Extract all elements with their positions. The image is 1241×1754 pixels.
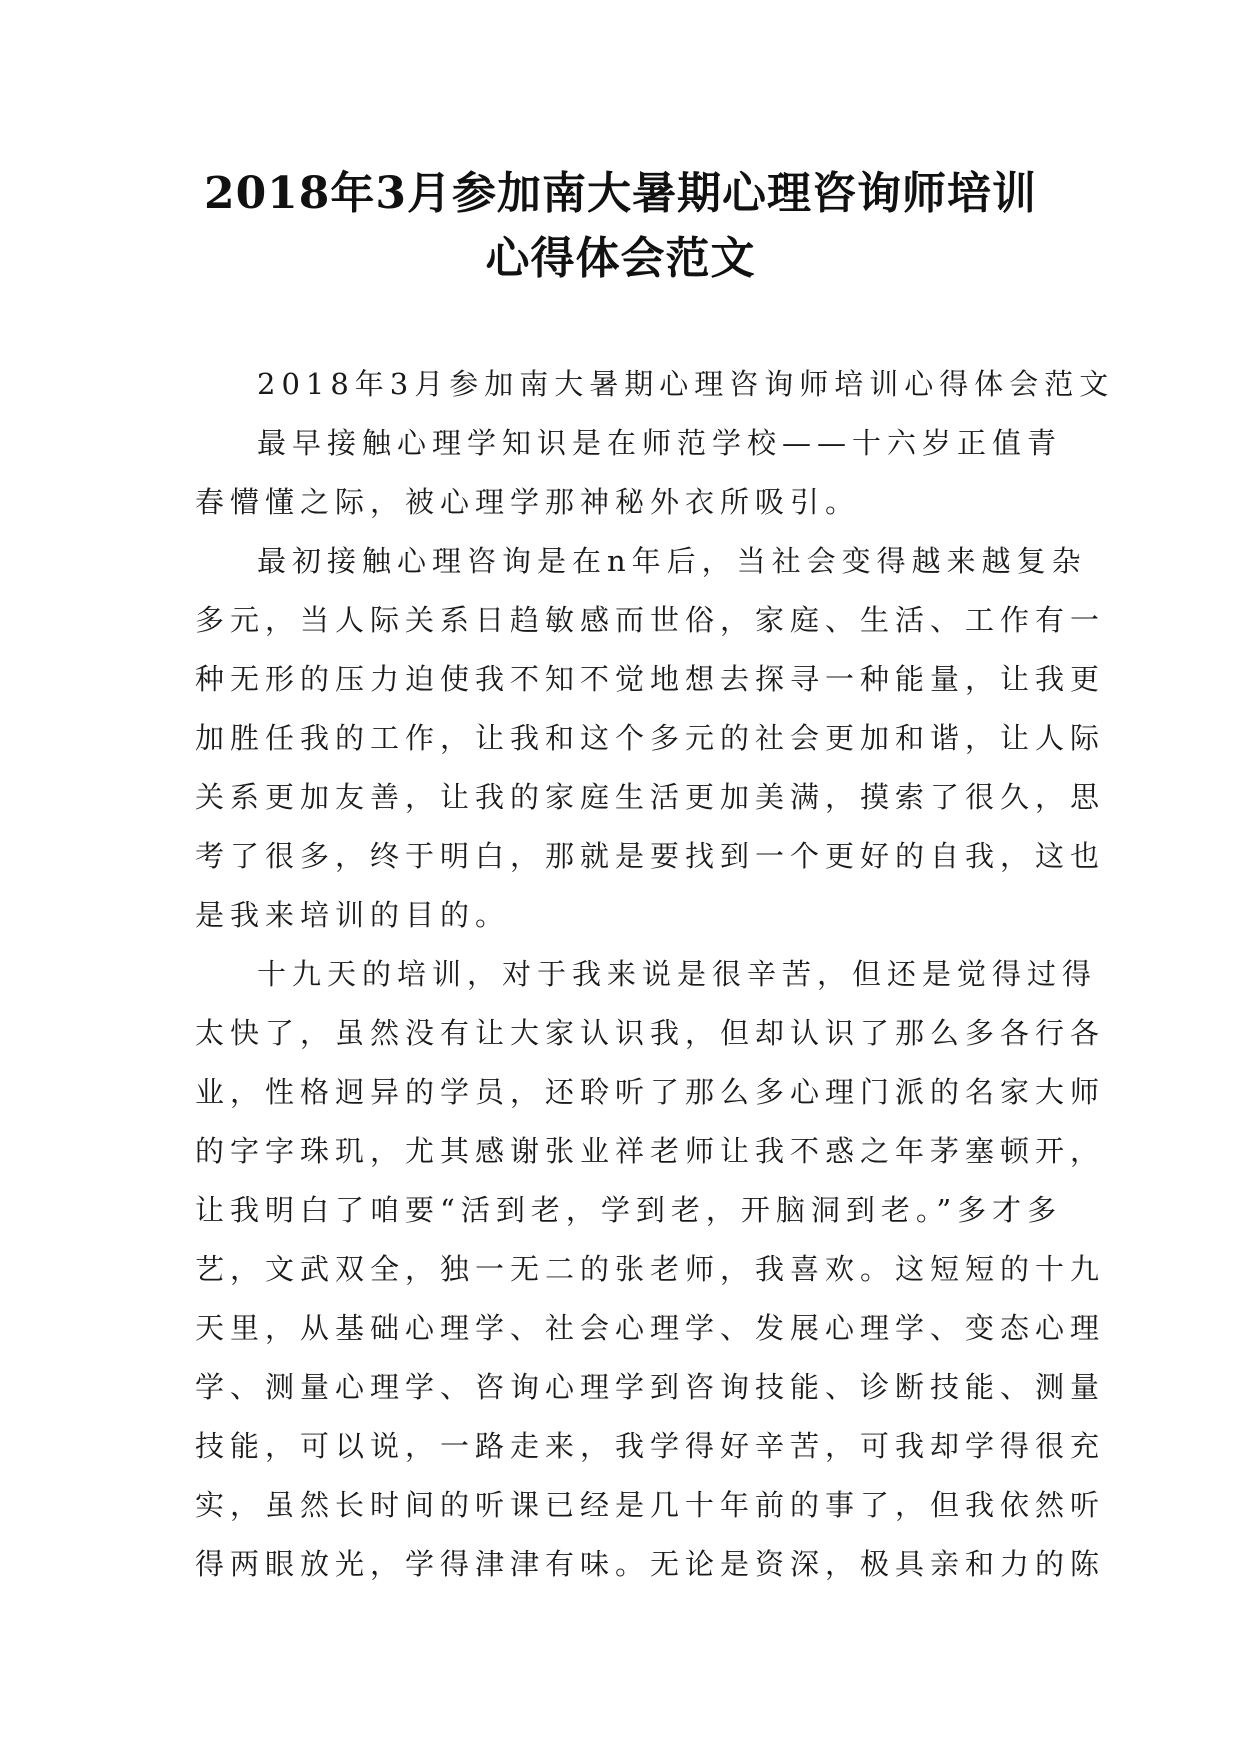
text-line: 得两眼放光，学得津津有味。无论是资深，极具亲和力的陈 — [195, 1547, 1106, 1581]
text-line: 学、测量心理学、咨询心理学到咨询技能、诊断技能、测量 — [195, 1370, 1106, 1404]
text-line: 最早接触心理学知识是在师范学校——十六岁正值青 — [257, 426, 1063, 460]
text-line: 让我明白了咱要“活到老，学到老，开脑洞到老。”多才多 — [195, 1193, 1063, 1227]
text-line: 业，性格迥异的学员，还聆听了那么多心理门派的名家大师 — [195, 1075, 1106, 1109]
text-line: 艺，文武双全，独一无二的张老师，我喜欢。这短短的十九 — [195, 1252, 1106, 1286]
text-line: 的字字珠玑，尤其感谢张业祥老师让我不惑之年茅塞顿开， — [195, 1134, 1106, 1168]
text-line: 最初接触心理咨询是在n年后，当社会变得越来越复杂 — [257, 544, 1087, 578]
text-line: 考了很多，终于明白，那就是要找到一个更好的自我，这也 — [195, 839, 1106, 873]
text-line: 技能，可以说，一路走来，我学得好辛苦，可我却学得很充 — [195, 1429, 1106, 1463]
text-line: 多元，当人际关系日趋敏感而世俗，家庭、生活、工作有一 — [195, 603, 1106, 637]
document-title-line-1: 2018年3月参加南大暑期心理咨询师培训 — [203, 168, 1038, 219]
text-line: 种无形的压力迫使我不知不觉地想去探寻一种能量，让我更 — [195, 662, 1106, 696]
document-title-line-2: 心得体会范文 — [485, 233, 756, 284]
text-line: 2018年3月参加南大暑期心理咨询师培训心得体会范文 — [257, 367, 1115, 401]
text-line: 太快了，虽然没有让大家认识我，但却认识了那么多各行各 — [195, 1016, 1106, 1050]
text-line: 实，虽然长时间的听课已经是几十年前的事了，但我依然听 — [195, 1488, 1106, 1522]
text-line: 是我来培训的目的。 — [195, 898, 511, 932]
document-body — [195, 355, 1115, 1594]
text-line: 加胜任我的工作，让我和这个多元的社会更加和谐，让人际 — [195, 721, 1106, 755]
text-line: 十九天的培训，对于我来说是很辛苦，但还是觉得过得 — [257, 957, 1098, 991]
text-line: 天里，从基础心理学、社会心理学、发展心理学、变态心理 — [195, 1311, 1106, 1345]
text-line: 春懵懂之际，被心理学那神秘外衣所吸引。 — [195, 485, 861, 519]
text-line: 关系更加友善，让我的家庭生活更加美满，摸索了很久，思 — [195, 780, 1106, 814]
